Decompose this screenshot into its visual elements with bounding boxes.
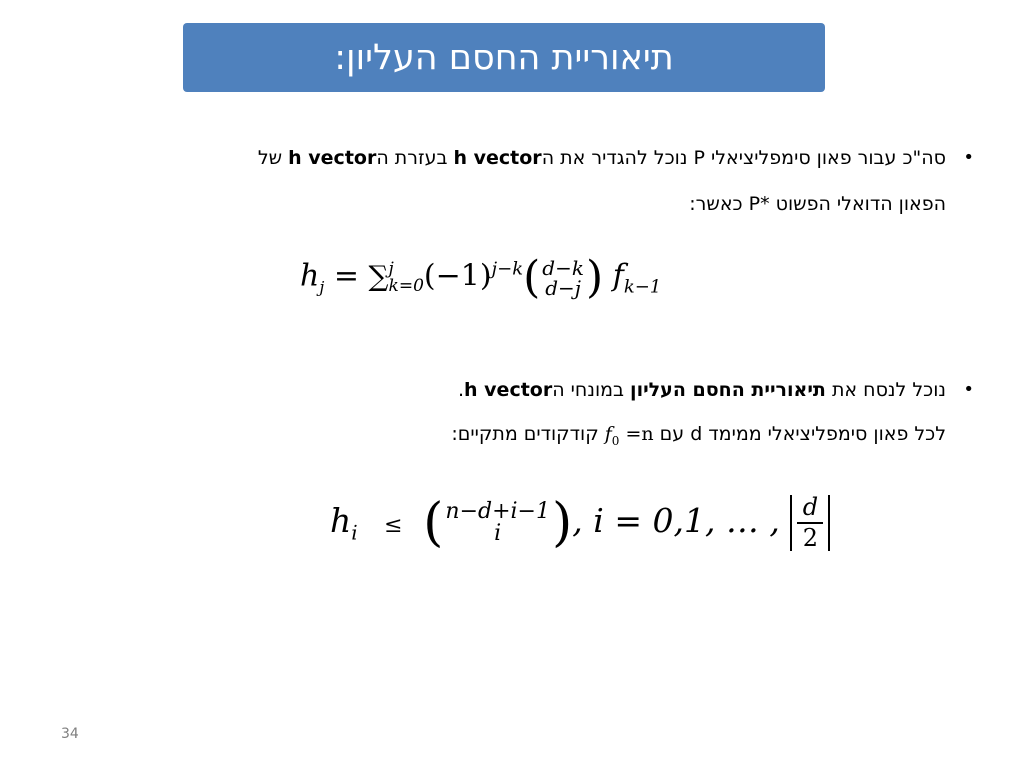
formula-h-vector: $h_j$ = ∑ j k=0 $(-1)^{j-k}$( d−k d−j ) $f_{k-1}$	[300, 252, 662, 303]
bullet1-line2: הפאון הדואלי הפשוט *P כאשר:	[689, 193, 946, 215]
bullet2-line1: נוכל לנסח את תיאוריית החסם העליון במונחי הh vector.	[457, 379, 946, 401]
bullet1-line1: סה"כ עבור פאון סימפליציאלי P נוכל להגדיר את הh vector בעזרת הh vector של	[257, 147, 946, 169]
bullet-item-1	[66, 146, 974, 216]
slide-title-text: תיאוריית החסם העליון:	[334, 37, 674, 78]
bullet-dot: •	[963, 379, 974, 400]
formula-upper-bound: $h_i$ ≤ ( n−d+i−1 i ), i = 0,1, … , $\frac{d}{2}$	[330, 493, 830, 553]
page-number: 34	[61, 726, 79, 742]
h-vector-term: h vector	[288, 147, 377, 169]
slide-title	[183, 23, 825, 92]
bullet-dot: •	[963, 147, 974, 168]
bullet2-line2: לכל פאון סימפליציאלי ממימד d עם $f_0 =n$ קודקודים מתקיים:	[451, 423, 946, 448]
bullet-item-2	[66, 378, 974, 453]
h-vector-term: h vector	[464, 379, 553, 401]
h-vector-term: h vector	[453, 147, 542, 169]
theorem-name: תיאוריית החסם העליון	[630, 379, 826, 401]
